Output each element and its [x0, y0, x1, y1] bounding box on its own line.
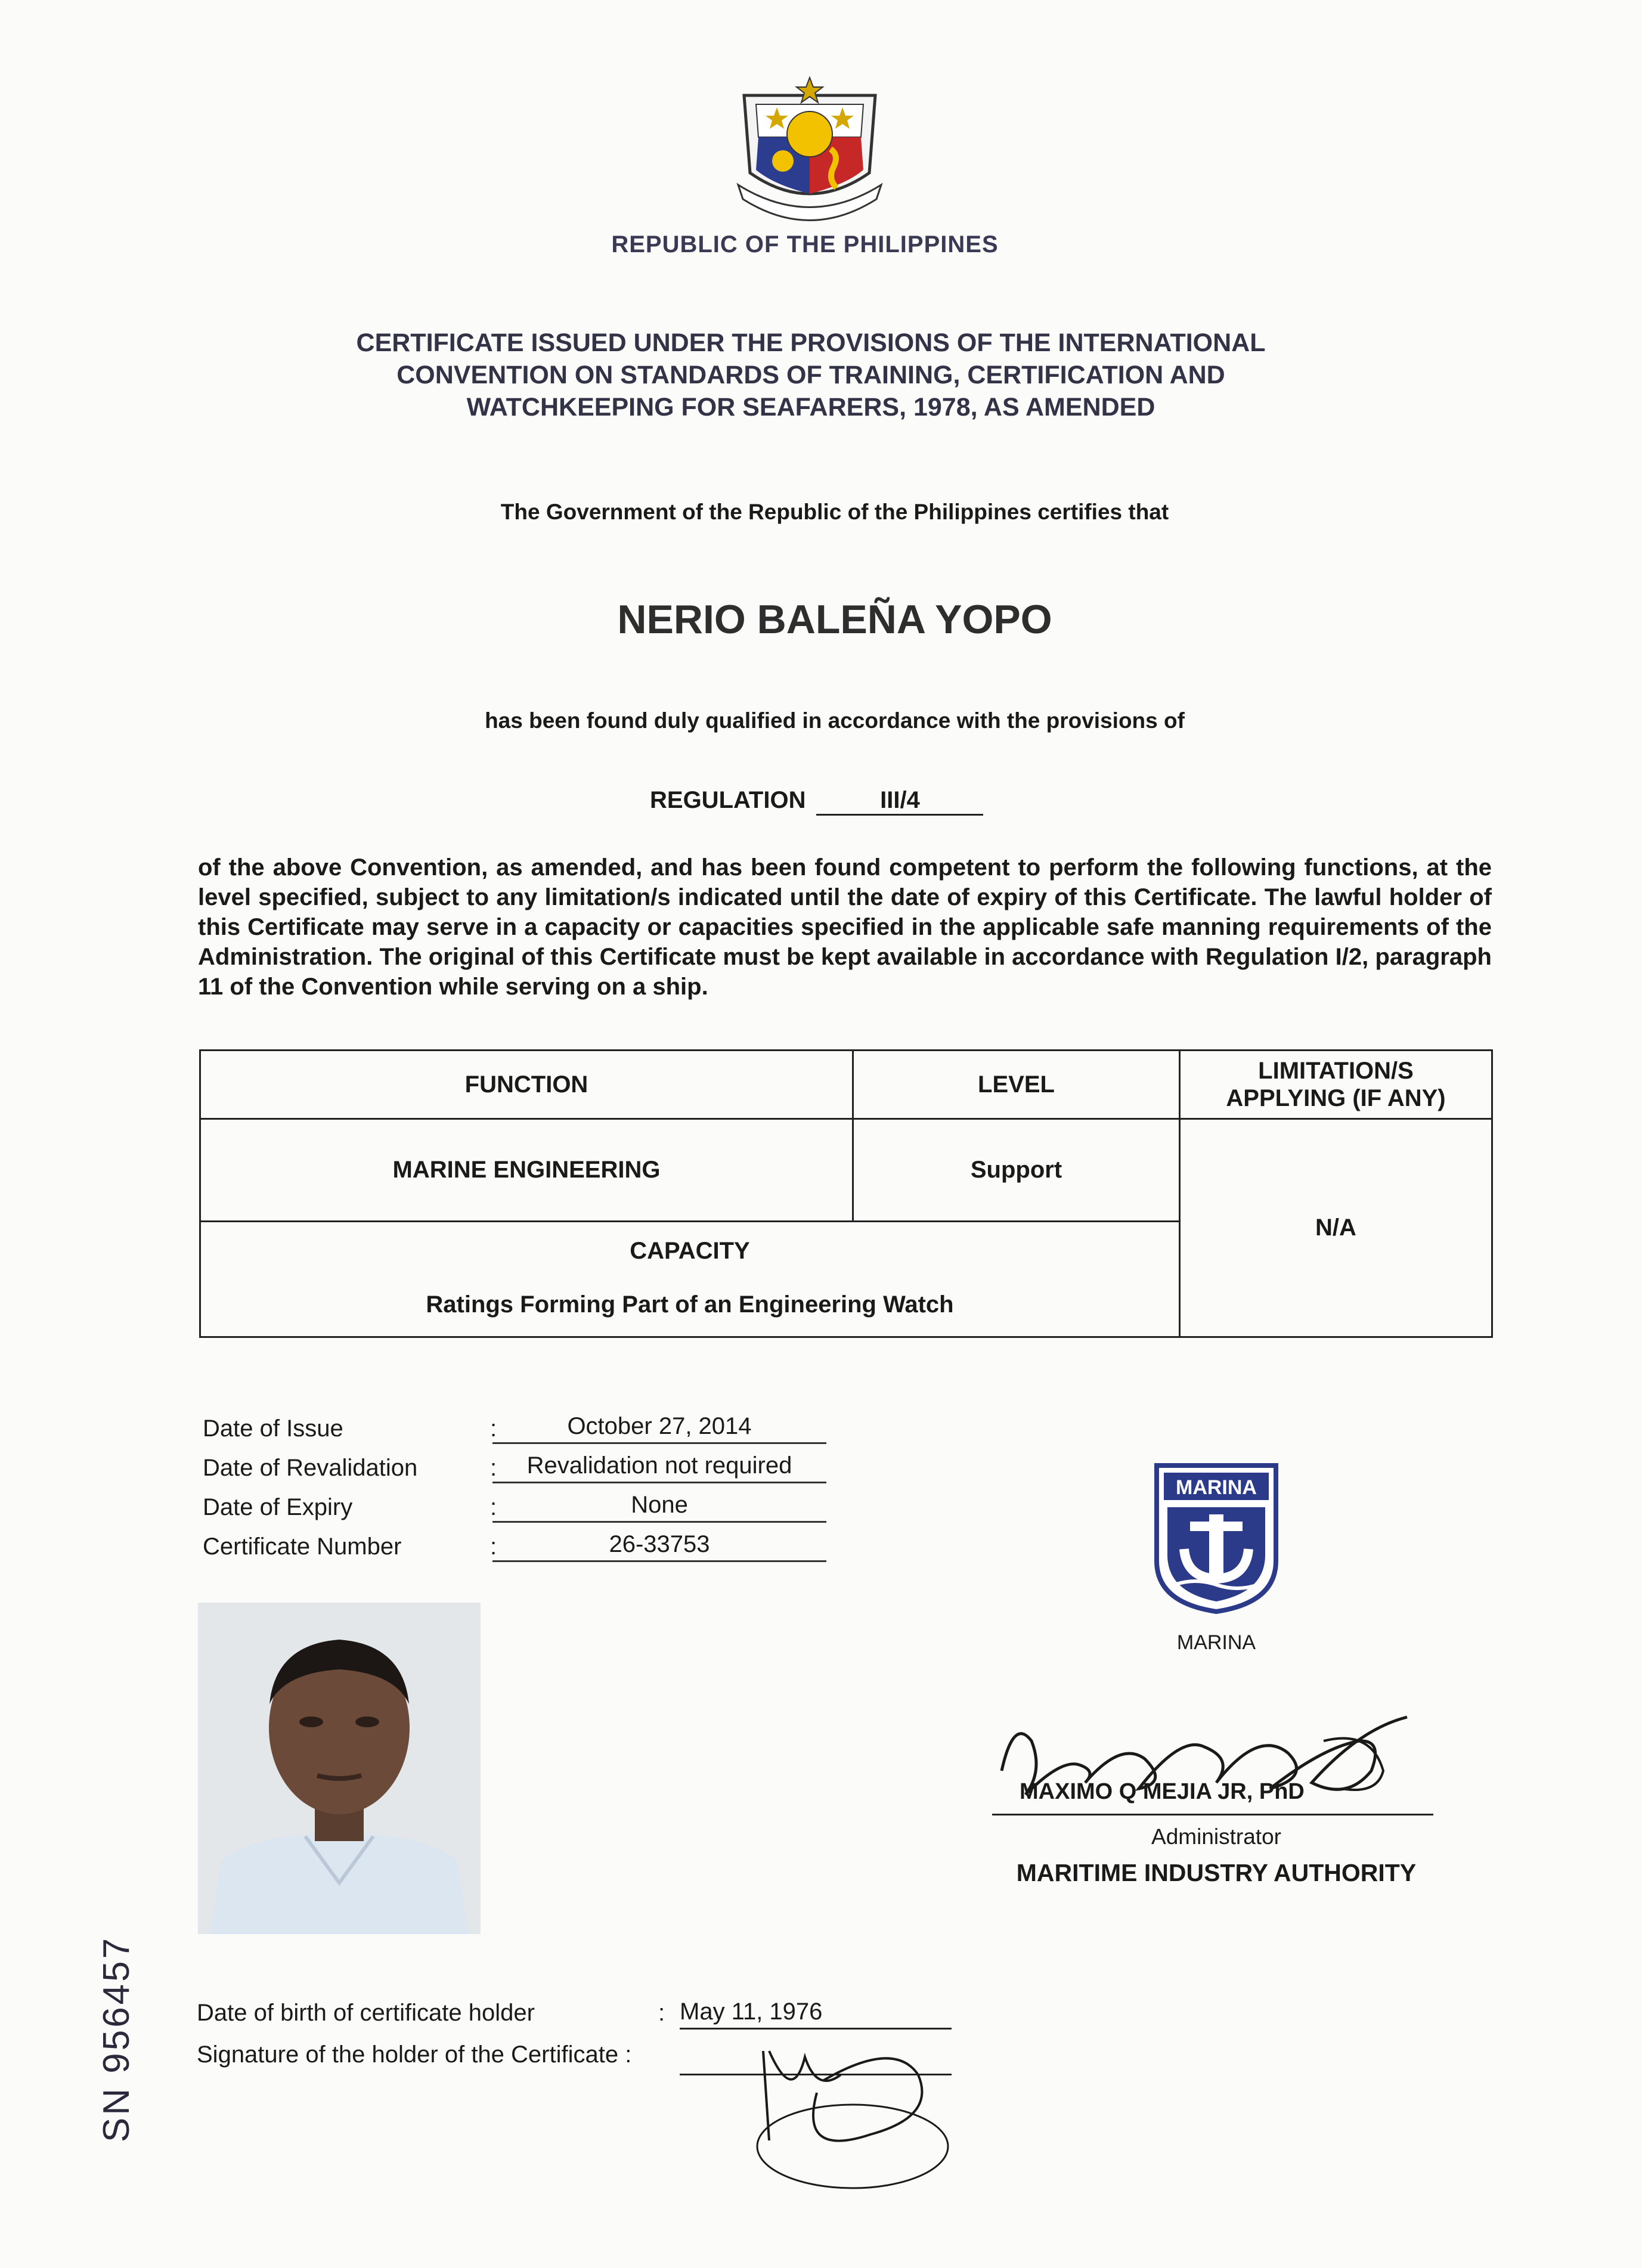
holder-signature-label: Signature of the holder of the Certificate : — [197, 2041, 632, 2068]
marina-label: MARINA — [1176, 1631, 1256, 1654]
title-line: WATCHKEEPING FOR SEAFARERS, 1978, AS AMENDED — [466, 393, 1155, 422]
limitation-value: N/A — [1315, 1214, 1356, 1241]
function-value: MARINE ENGINEERING — [392, 1157, 661, 1183]
date-of-issue-value: October 27, 2014 — [492, 1413, 826, 1444]
date-of-expiry-value: None — [492, 1492, 826, 1523]
date-of-revalidation-value: Revalidation not required — [492, 1452, 826, 1483]
function-table — [199, 1049, 1493, 1338]
dob-value: May 11, 1976 — [680, 1999, 952, 2030]
marina-logo-text: MARINA — [1176, 1476, 1257, 1499]
philippine-seal-icon — [720, 72, 899, 227]
dob-label: Date of birth of certificate holder — [197, 2000, 535, 2026]
function-header: FUNCTION — [464, 1071, 588, 1098]
agency-name: MARITIME INDUSTRY AUTHORITY — [1016, 1859, 1417, 1886]
terms-paragraph: of the above Convention, as amended, and has been found competent to perform the following functions, at the level specified, subject to any limitation/s indicated until the date of expiry of this Certificate. The lawful holder of this Certificate may serve in a capacity or capacities specified in the applicable safe manning requirements of the Administration. The original of this Certificate must be kept available in accordance with Regulation I/2, paragraph 11 of the Convention while serving on a ship. — [198, 854, 1492, 1000]
level-value: Support — [970, 1157, 1062, 1183]
regulation-label: REGULATION — [650, 787, 806, 813]
capacity-label: CAPACITY — [630, 1237, 750, 1264]
limitation-header-line: LIMITATION/S — [1258, 1058, 1414, 1084]
certificate-number-value: 26-33753 — [492, 1531, 826, 1562]
capacity-value: Ratings Forming Part of an Engineering Watch — [426, 1291, 954, 1318]
administrator-signature-line — [992, 1814, 1433, 1815]
qualified-text: has been found duly qualified in accordance with the provisions of — [485, 708, 1185, 733]
certificate-number-label: Certificate Number — [203, 1533, 402, 1560]
title-line: CERTIFICATE ISSUED UNDER THE PROVISIONS OF THE INTERNATIONAL — [356, 329, 1266, 357]
date-of-issue-label: Date of Issue — [203, 1415, 343, 1442]
regulation-line — [650, 787, 983, 816]
colon: : — [490, 1494, 497, 1520]
certifies-text: The Government of the Republic of the Philippines certifies that — [500, 500, 1169, 524]
colon: : — [658, 2000, 665, 2026]
portrait-icon — [198, 1603, 481, 1934]
limitation-header — [1181, 1051, 1491, 1118]
administrator-title: Administrator — [1151, 1824, 1281, 1849]
certificate-title — [274, 327, 1347, 423]
colon: : — [490, 1415, 497, 1442]
colon: : — [490, 1533, 497, 1560]
marina-logo-icon — [1151, 1460, 1282, 1615]
holder-name: NERIO BALEÑA YOPO — [617, 597, 1052, 642]
administrator-name: MAXIMO Q MEJIA JR, PhD — [1020, 1779, 1305, 1804]
holder-signature-icon — [739, 2015, 966, 2194]
date-of-revalidation-label: Date of Revalidation — [203, 1455, 418, 1481]
country-title: REPUBLIC OF THE PHILIPPINES — [611, 231, 999, 258]
level-header: LEVEL — [978, 1071, 1055, 1098]
title-line: CONVENTION ON STANDARDS OF TRAINING, CERTIFICATION AND — [396, 361, 1225, 389]
serial-number: SN 956457 — [96, 1935, 137, 2143]
colon: : — [490, 1455, 497, 1481]
holder-photo — [198, 1603, 481, 1934]
regulation-value: III/4 — [816, 787, 983, 816]
limitation-header-line: APPLYING (IF ANY) — [1226, 1085, 1446, 1111]
date-of-expiry-label: Date of Expiry — [203, 1494, 353, 1520]
